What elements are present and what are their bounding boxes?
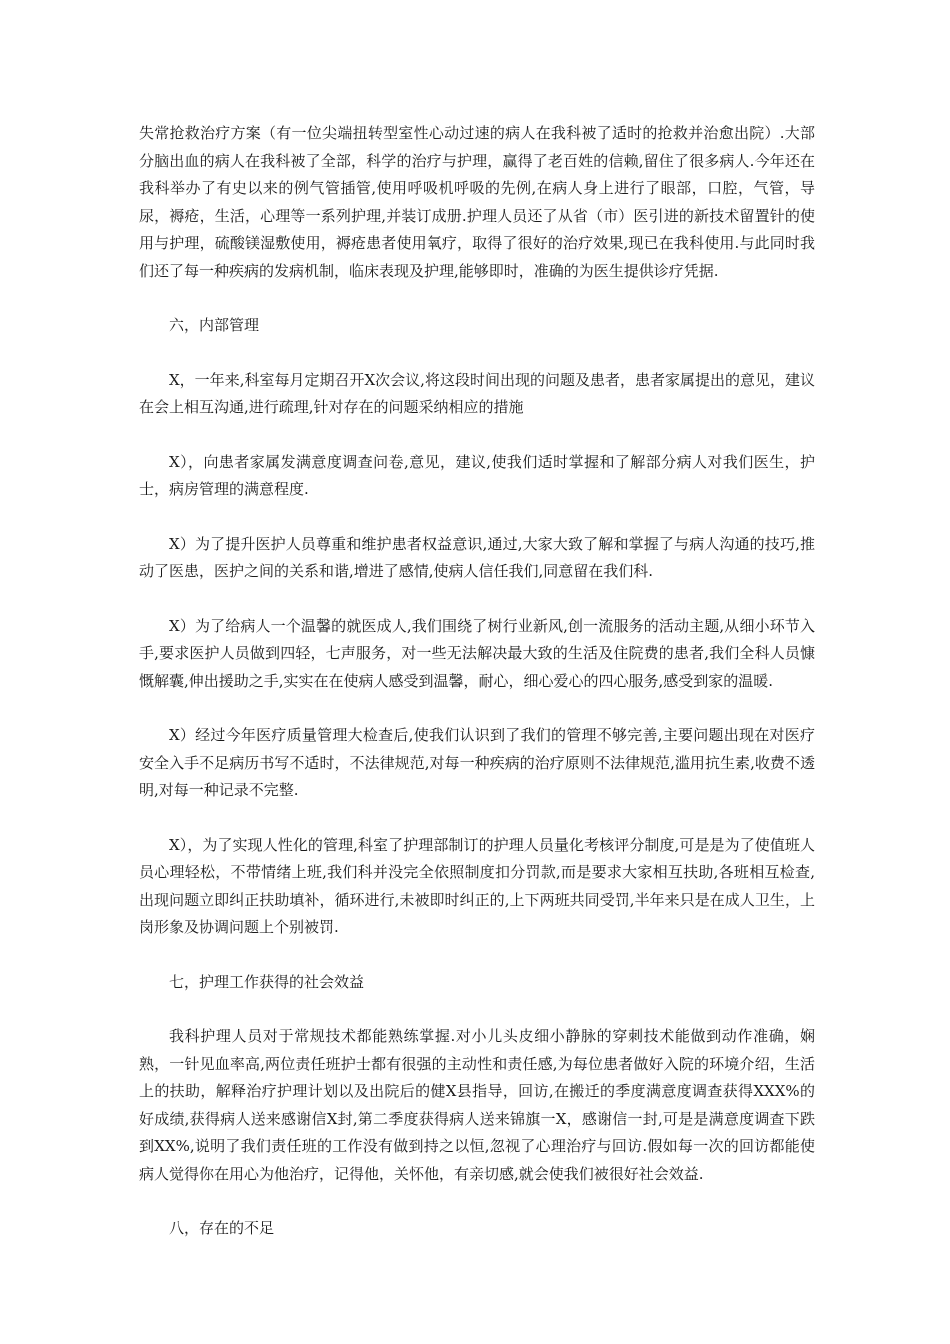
paragraph: X），为了实现人性化的管理,科室了护理部制订的护理人员量化考核评分制度,可是是为了使值班人员心理轻松，不带情绪上班,我们科并没完全依照制度扣分罚款,而是要求大家相互扶助,各班相互检查,出现问题立即纠正扶助填补，循环进行,未被即时纠正的,上下两班共同受罚,半年来只是在成人卫生，上岗形象及协调问题上个别被罚. <box>139 835 815 936</box>
section-heading-7: 七，护理工作获得的社会效益 <box>169 972 365 991</box>
paragraph: X，一年来,科室每月定期召开X次会议,将这段时间出现的问题及患者，患者家属提出的意见，建议在会上相互沟通,进行疏理,针对存在的问题采纳相应的措施 <box>139 370 815 416</box>
paragraph: X）经过今年医疗质量管理大检查后,使我们认识到了我们的管理不够完善,主要问题出现在对医疗安全入手不足病历书写不适时，不法律规范,对每一种疾病的治疗原则不法律规范,滥用抗生素,收费不透明,对每一种记录不完整. <box>139 726 815 799</box>
paragraph: X），向患者家属发满意度调查问卷,意见，建议,使我们适时掌握和了解部分病人对我们医生，护士，病房管理的满意程度. <box>139 452 815 498</box>
section-heading-8: 八，存在的不足 <box>169 1219 275 1237</box>
paragraph-continued: 失常抢救治疗方案（有一位尖端扭转型室性心动过速的病人在我科被了适时的抢救并治愈出院）.大部分脑出血的病人在我科被了全部，科学的治疗与护理，赢得了老百姓的信赖,留住了很多病人.今年还在我科举办了有史以来的例气管插管,使用呼吸机呼吸的先例,在病人身上进行了眼部，口腔，气管，导尿，褥疮，生活，心理等一系列护理,并装订成册.护理人员还了从省（市）医引进的新技术留置针的使用与护理，硫酸镁湿敷使用，褥疮患者使用氧疗，取得了很好的治疗效果,现已在我科使用.与此同时我们还了每一种疾病的发病机制，临床表现及护理,能够即时，准确的为医生提供诊疗凭据. <box>139 124 815 280</box>
paragraph: X）为了给病人一个温馨的就医成人,我们围绕了树行业新风,创一流服务的活动主题,从细小环节入手,要求医护人员做到四轻，七声服务，对一些无法解决最大致的生活及住院费的患者,我们全科人员慷慨解囊,伸出援助之手,实实在在使病人感受到温馨，耐心，细心爱心的四心服务,感受到家的温暖. <box>139 616 815 690</box>
section-heading-6: 六，内部管理 <box>169 316 260 334</box>
document-body <box>139 120 815 1270</box>
paragraph: 我科护理人员对于常规技术都能熟练掌握.对小儿头皮细小静脉的穿刺技术能做到动作准确，娴熟，一针见血率高,两位责任班护士都有很强的主动性和责任感,为每位患者做好入院的环境介绍，生活上的扶助，解释治疗护理计划以及出院后的健X县指导，回访,在搬迁的季度满意度调查获得XXX%的好成绩,获得病人送来感谢信X封,第二季度获得病人送来锦旗一X，感谢信一封,可是是满意度调查下跌到XX%,说明了我们责任班的工作没有做到持之以恒,忽视了心理治疗与回访.假如每一次的回访都能使病人觉得你在用心为他治疗，记得他，关怀他，有亲切感,就会使我们被很好社会效益. <box>139 1027 815 1183</box>
paragraph: X）为了提升医护人员尊重和维护患者权益意识,通过,大家大致了解和掌握了与病人沟通的技巧,推动了医患，医护之间的关系和谐,增进了感情,使病人信任我们,同意留在我们科. <box>139 534 815 580</box>
